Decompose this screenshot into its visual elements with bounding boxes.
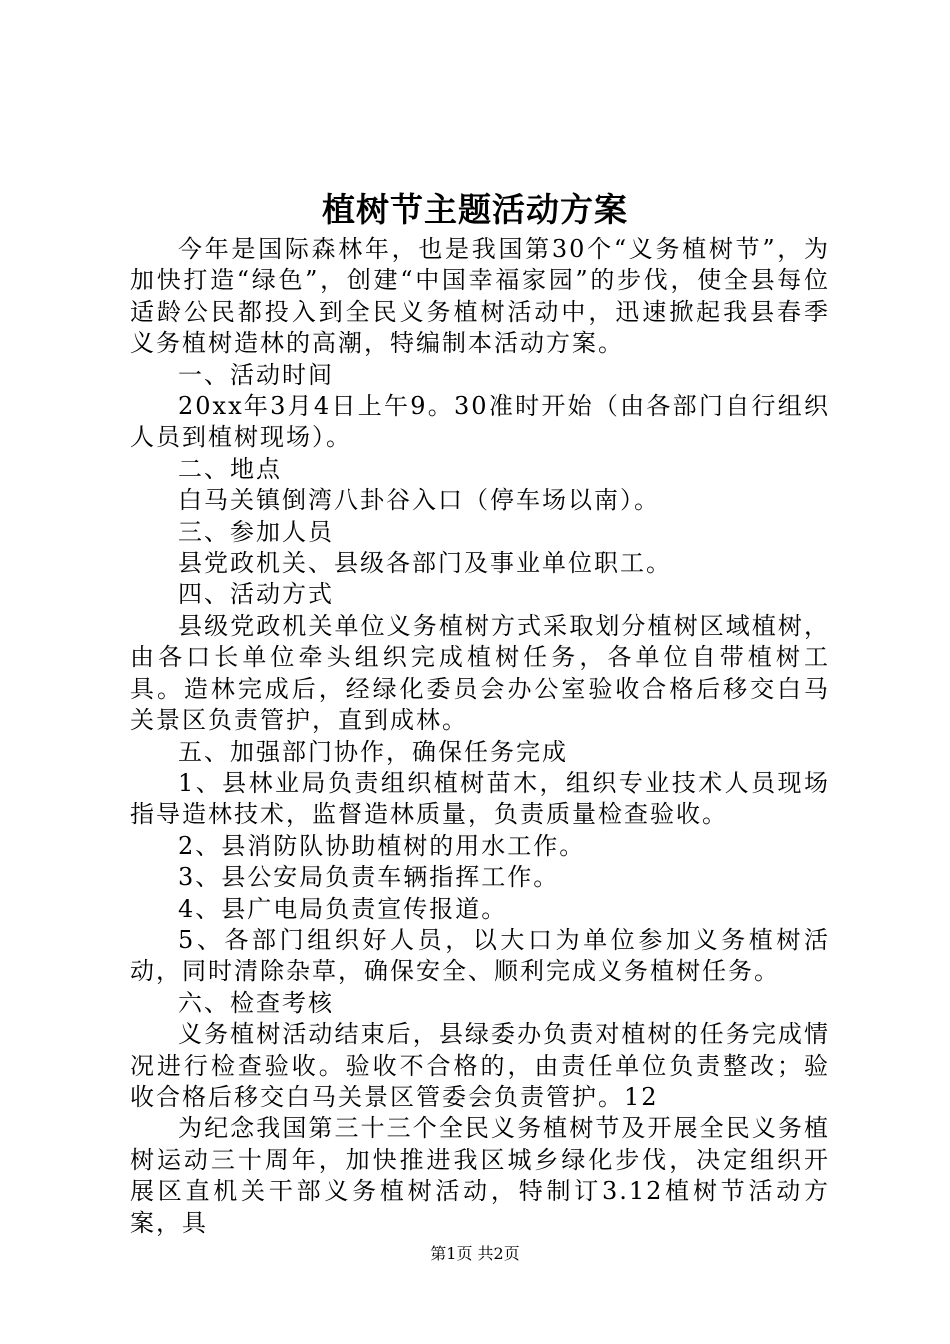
section-heading-inspection: 六、检查考核	[178, 988, 334, 1017]
page-footer: 第1页 共2页	[430, 1244, 520, 1263]
cooperation-item-2: 2、县消防队协助植树的用水工作。	[178, 831, 586, 860]
section-heading-cooperation: 五、加强部门协作，确保任务完成	[178, 737, 568, 766]
document-body	[130, 234, 830, 1239]
time-paragraph: 20xx年3月4日上午9。30准时开始（由各部门自行组织人员到植树现场）。	[130, 392, 830, 452]
method-paragraph: 县级党政机关单位义务植树方式采取划分植树区域植树，由各口长单位牵头组织完成植树任务，各单位自带植树工具。造林完成后，经绿化委员会办公室验收合格后移交白马关景区负责管护，直到成林。	[130, 611, 830, 735]
participants-paragraph: 县党政机关、县级各部门及事业单位职工。	[178, 549, 672, 578]
location-paragraph: 白马关镇倒湾八卦谷入口（停车场以南）。	[178, 486, 660, 515]
document-title: 植树节主题活动方案	[322, 190, 628, 229]
inspection-paragraph: 义务植树活动结束后，县绿委办负责对植树的任务完成情况进行检查验收。验收不合格的，由责任单位负责整改；验收合格后移交白马关景区管委会负责管护。12	[130, 1020, 830, 1111]
intro-paragraph: 今年是国际森林年，也是我国第30个“义务植树节”，为加快打造“绿色”，创建“中国幸福家园”的步伐，使全县每位适龄公民都投入到全民义务植树活动中，迅速掀起我县春季义务植树造林的高潮，特编制本活动方案。	[130, 235, 830, 358]
cooperation-item-5: 5、各部门组织好人员，以大口为单位参加义务植树活动，同时清除杂草，确保安全、顺利完成义务植树任务。	[130, 925, 830, 986]
section-heading-participants: 三、参加人员	[178, 517, 334, 546]
section-heading-method: 四、活动方式	[178, 580, 334, 609]
cooperation-item-3: 3、县公安局负责车辆指挥工作。	[178, 863, 560, 892]
cooperation-item-4: 4、县广电局负责宣传报道。	[178, 894, 508, 923]
cooperation-item-1: 1、县林业局负责组织植树苗木，组织专业技术人员现场指导造林技术，监督造林质量，负责质量检查验收。	[130, 768, 830, 829]
second-plan-paragraph: 为纪念我国第三十三个全民义务植树节及开展全民义务植树运动三十周年，加快推进我区城乡绿化步伐，决定组织开展区直机关干部义务植树活动，特制订3.12植树节活动方案，具	[130, 1114, 830, 1237]
section-heading-time: 一、活动时间	[178, 360, 334, 389]
section-heading-location: 二、地点	[178, 454, 282, 483]
